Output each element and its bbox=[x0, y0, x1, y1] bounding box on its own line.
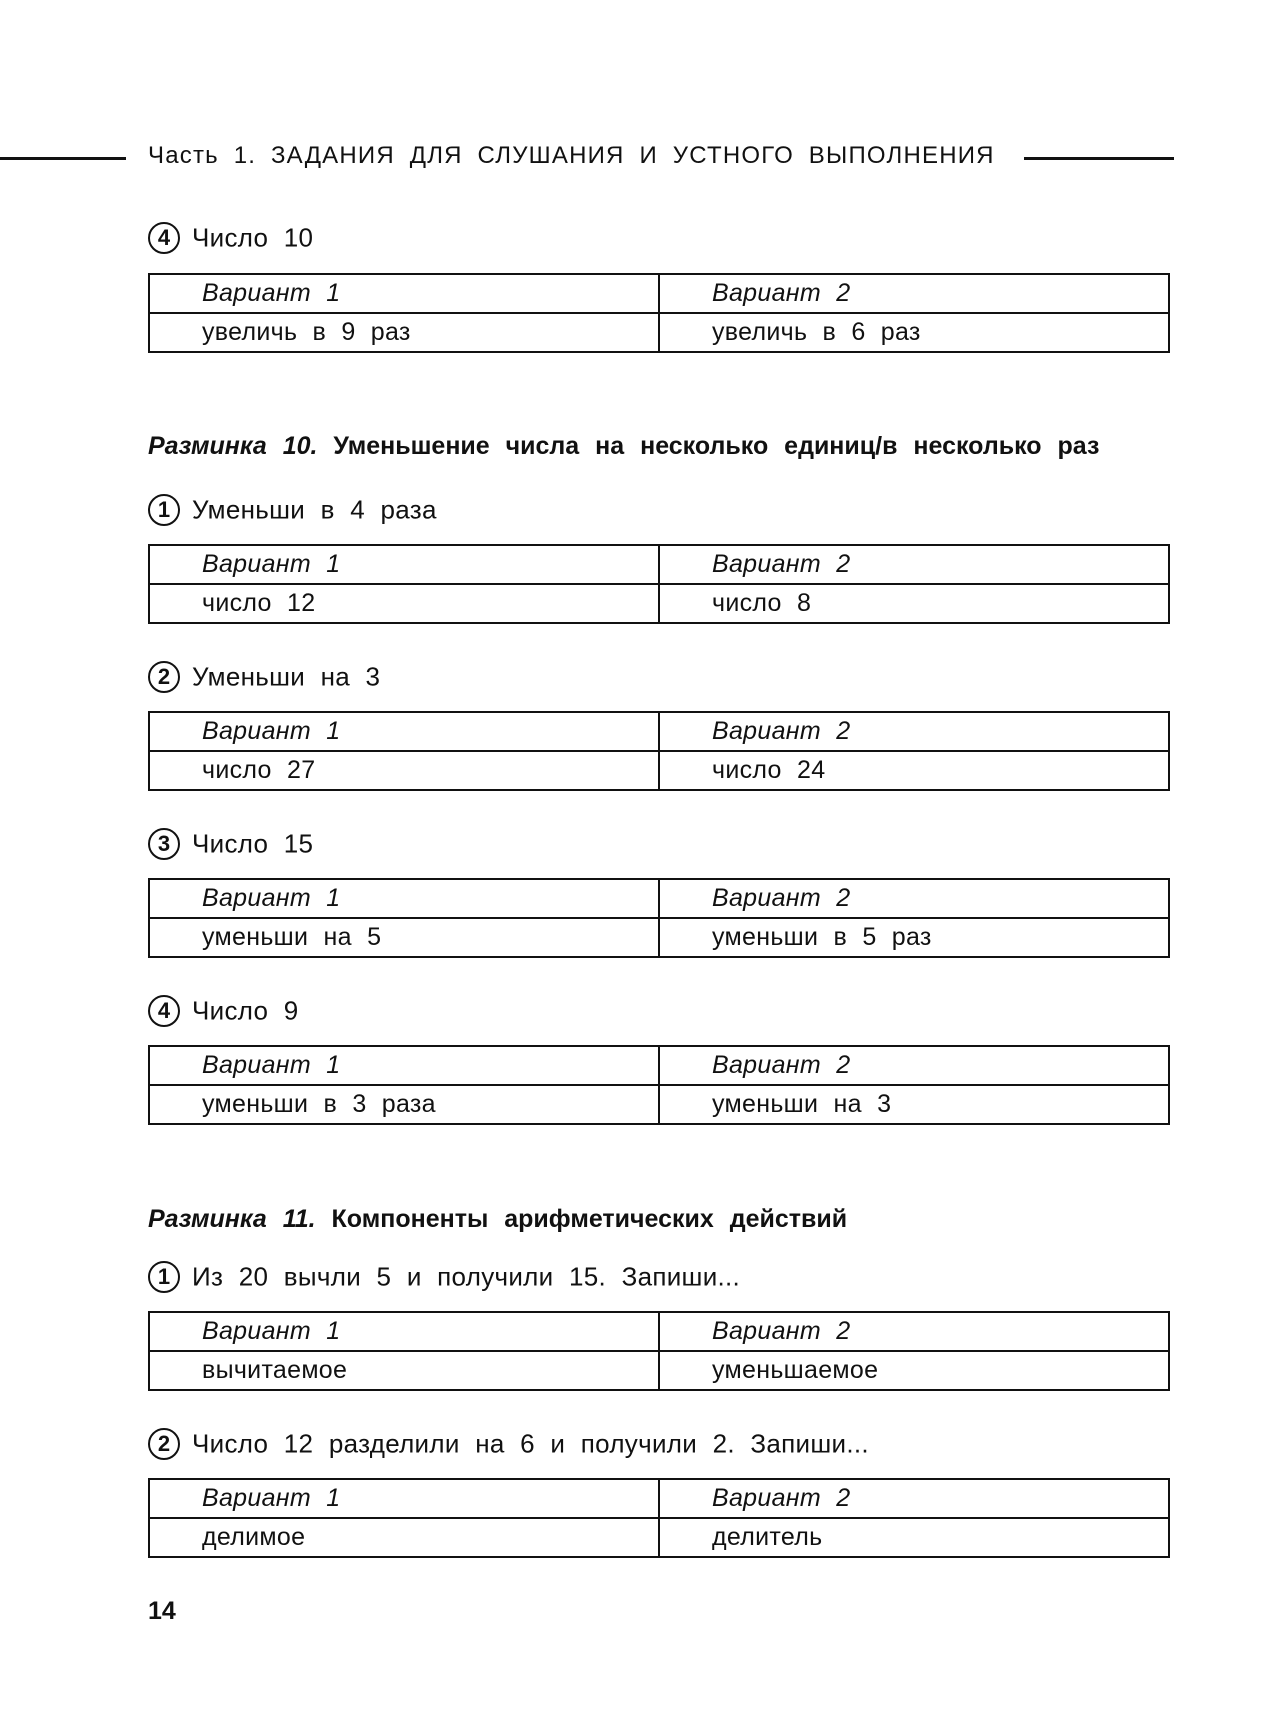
task-item bbox=[148, 1428, 869, 1464]
variant-table bbox=[148, 1045, 1170, 1125]
variant-1-value: вычитаемое bbox=[149, 1351, 659, 1390]
task-number-badge: 1 bbox=[148, 1261, 180, 1293]
header-rule-right bbox=[1024, 157, 1174, 160]
task-item bbox=[148, 1261, 740, 1297]
task-item bbox=[148, 222, 313, 258]
task-number-badge: 4 bbox=[148, 995, 180, 1027]
task-item bbox=[148, 494, 437, 530]
variant-2-value: уменьшаемое bbox=[659, 1351, 1169, 1390]
variant-1-value: делимое bbox=[149, 1518, 659, 1557]
variant-1-value: увеличь в 9 раз bbox=[149, 313, 659, 352]
variant-1-value: число 27 bbox=[149, 751, 659, 790]
task-text: Число 12 разделили на 6 и получили 2. Запиши... bbox=[192, 1428, 869, 1459]
variant-1-value: число 12 bbox=[149, 584, 659, 623]
task-number-badge: 1 bbox=[148, 494, 180, 526]
task-text: Из 20 вычли 5 и получили 15. Запиши... bbox=[192, 1261, 741, 1292]
variant-2-header: Вариант 2 bbox=[659, 1312, 1169, 1351]
variant-table bbox=[148, 711, 1170, 791]
variant-2-header: Вариант 2 bbox=[659, 879, 1169, 918]
section-label: Разминка 10. bbox=[148, 432, 318, 460]
variant-2-value: уменьши на 3 bbox=[659, 1085, 1169, 1124]
task-number-badge: 2 bbox=[148, 661, 180, 693]
task-number-badge: 2 bbox=[148, 1428, 180, 1460]
page-header-title: Часть 1. ЗАДАНИЯ ДЛЯ СЛУШАНИЯ И УСТНОГО ВЫПОЛНЕНИЯ bbox=[148, 142, 995, 169]
variant-1-header: Вариант 1 bbox=[149, 545, 659, 584]
variant-1-header: Вариант 1 bbox=[149, 712, 659, 751]
variant-1-header: Вариант 1 bbox=[149, 274, 659, 313]
variant-2-header: Вариант 2 bbox=[659, 545, 1169, 584]
task-text: Уменьши на 3 bbox=[192, 661, 381, 692]
task-number-badge: 3 bbox=[148, 828, 180, 860]
task-item bbox=[148, 995, 299, 1031]
variant-1-header: Вариант 1 bbox=[149, 1312, 659, 1351]
page-number: 14 bbox=[148, 1597, 176, 1625]
variant-2-value: делитель bbox=[659, 1518, 1169, 1557]
section-heading: Компоненты арифметических действий bbox=[331, 1205, 848, 1233]
task-item bbox=[148, 661, 380, 697]
variant-1-header: Вариант 1 bbox=[149, 1046, 659, 1085]
task-text: Число 9 bbox=[192, 995, 299, 1026]
variant-2-header: Вариант 2 bbox=[659, 1479, 1169, 1518]
variant-table bbox=[148, 878, 1170, 958]
variant-2-value: число 8 bbox=[659, 584, 1169, 623]
header-rule-left bbox=[0, 157, 126, 160]
variant-1-header: Вариант 1 bbox=[149, 1479, 659, 1518]
task-text: Уменьши в 4 раза bbox=[192, 494, 437, 525]
variant-table bbox=[148, 544, 1170, 624]
variant-table bbox=[148, 1311, 1170, 1391]
section-title bbox=[148, 432, 1099, 461]
variant-table bbox=[148, 273, 1170, 353]
task-number-badge: 4 bbox=[148, 222, 180, 254]
task-text: Число 10 bbox=[192, 222, 314, 253]
section-title bbox=[148, 1205, 847, 1234]
variant-1-header: Вариант 1 bbox=[149, 879, 659, 918]
variant-2-header: Вариант 2 bbox=[659, 274, 1169, 313]
variant-2-header: Вариант 2 bbox=[659, 1046, 1169, 1085]
variant-2-value: уменьши в 5 раз bbox=[659, 918, 1169, 957]
variant-2-value: увеличь в 6 раз bbox=[659, 313, 1169, 352]
variant-2-value: число 24 bbox=[659, 751, 1169, 790]
variant-1-value: уменьши на 5 bbox=[149, 918, 659, 957]
variant-table bbox=[148, 1478, 1170, 1558]
task-item bbox=[148, 828, 313, 864]
page-header bbox=[0, 142, 1270, 176]
variant-1-value: уменьши в 3 раза bbox=[149, 1085, 659, 1124]
section-heading: Уменьшение числа на несколько единиц/в несколько раз bbox=[333, 432, 1100, 460]
task-text: Число 15 bbox=[192, 828, 314, 859]
variant-2-header: Вариант 2 bbox=[659, 712, 1169, 751]
section-label: Разминка 11. bbox=[148, 1205, 316, 1233]
